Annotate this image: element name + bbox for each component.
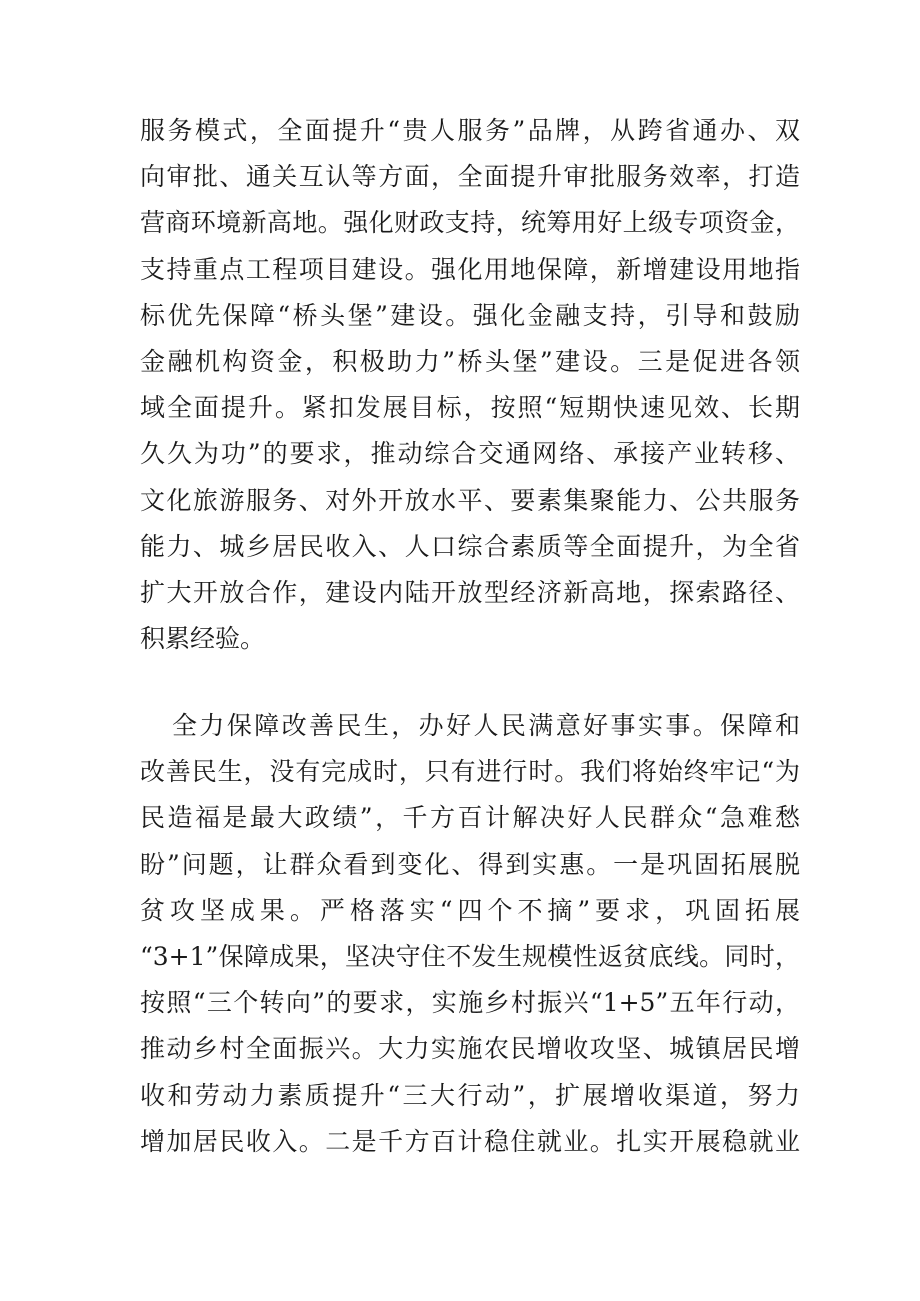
text-line: 标优先保障“桥头堡”建设。强化金融支持，引导和鼓励 <box>140 300 800 330</box>
paragraph-1 <box>140 108 800 662</box>
text-line: 推动乡村全面振兴。大力实施农民增收攻坚、城镇居民增 <box>140 1034 800 1064</box>
text-line: 久久为功”的要求，推动综合交通网络、承接产业转移、 <box>140 439 800 469</box>
paragraph-2 <box>140 703 800 1165</box>
text-line: 扩大开放合作，建设内陆开放型经济新高地，探索路径、 <box>140 578 800 608</box>
text-line: 增加居民收入。二是千方百计稳住就业。扎实开展稳就业 <box>140 1126 800 1156</box>
text-line: 向审批、通关互认等方面，全面提升审批服务效率，打造 <box>140 162 800 192</box>
text-line: 积累经验。 <box>140 624 266 654</box>
text-line: “3+1”保障成果，坚决守住不发生规模性返贫底线。同时， <box>140 942 800 972</box>
text-line: 盼”问题，让群众看到变化、得到实惠。一是巩固拓展脱 <box>140 849 800 879</box>
text-line: 全力保障改善民生，办好人民满意好事实事。保障和 <box>172 711 800 740</box>
text-line: 营商环境新高地。强化财政支持，统筹用好上级专项资金， <box>140 208 800 238</box>
text-line: 贫攻坚成果。严格落实“四个不摘”要求，巩固拓展 <box>140 895 800 925</box>
text-line: 能力、城乡居民收入、人口综合素质等全面提升，为全省 <box>140 531 800 561</box>
text-line: 收和劳动力素质提升“三大行动”，扩展增收渠道，努力 <box>140 1080 800 1110</box>
text-line: 文化旅游服务、对外开放水平、要素集聚能力、公共服务 <box>140 485 800 515</box>
text-line: 民造福是最大政绩”，千方百计解决好人民群众“急难愁 <box>140 803 800 833</box>
text-line: 金融机构资金，积极助力”桥头堡”建设。三是促进各领 <box>140 347 800 377</box>
text-line: 服务模式，全面提升“贵人服务”品牌，从跨省通办、双 <box>140 116 800 145</box>
text-line: 域全面提升。紧扣发展目标，按照“短期快速见效、长期 <box>140 393 800 423</box>
text-line: 按照“三个转向”的要求，实施乡村振兴“1+5”五年行动， <box>140 988 800 1018</box>
text-line: 支持重点工程项目建设。强化用地保障，新增建设用地指 <box>140 254 800 284</box>
text-line: 改善民生，没有完成时，只有进行时。我们将始终牢记“为 <box>140 757 800 787</box>
